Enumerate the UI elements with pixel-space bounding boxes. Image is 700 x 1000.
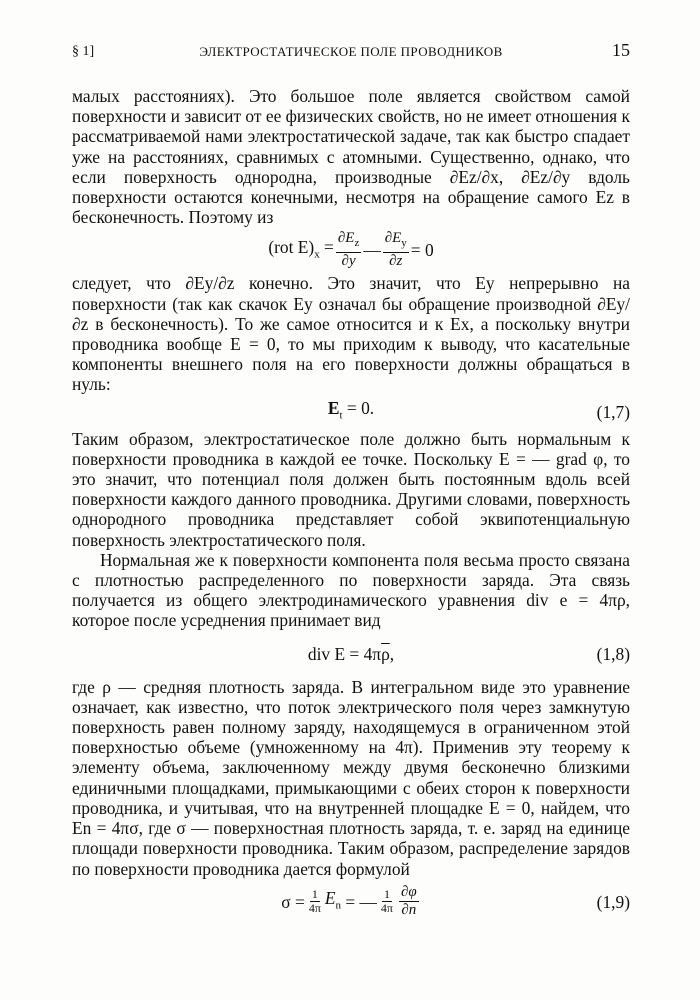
paragraph-4: Нормальная же к поверхности компонента поля весьма просто связана с плотностью распределенного по поверхности заряда. Эта связь получается из общего электродинамического уравнения div e = 4πρ, которое после усреднения принимает вид <box>72 549 630 631</box>
paragraph-2: следует, что ∂Ey/∂z конечно. Это значит, что Ey непрерывно на поверхности (так как скачок Ey означал бы обращение производной ∂Ey/∂z в бесконечность). То же самое относится и к Ex, а поскольку внутри проводника вообще E = 0, то мы приходим к выводу, что касательные компоненты внешнего поля на его поверхности должны обращаться в нуль: <box>72 273 630 395</box>
page-body <box>72 86 630 925</box>
equation-rot-e <box>72 227 630 273</box>
eq4-frac-1-4pi: $\frac{1}{4\pi}$ <box>308 887 321 916</box>
eq4-frac-1-4pi-2: $\frac{1}{4\pi}$ <box>380 887 393 916</box>
eq4-frac-dphi-dn: $\frac{\partial\varphi}{\partial n}$ <box>400 884 417 919</box>
eq1-minus: — <box>363 240 381 261</box>
eq2-expr: $E_t = 0$. <box>327 397 375 422</box>
eq3-expr: div $E = 4\pi\overline{\rho}$, <box>307 643 395 664</box>
paragraph-3: Таким образом, электростатическое поле должно быть нормальным к поверхности проводника в каждой ее точке. Поскольку E = — grad φ, то это значит, что потенциал поля должен быть постоянным вдоль всей поверхности каждого данного проводника. Другими словами, поверхность однородного проводника представляет собой эквипотенциальную поверхность электростатического поля. <box>72 428 630 550</box>
eq4-en: $E_n$ <box>324 887 342 912</box>
equation-number-1-7: (1,7) <box>596 401 630 422</box>
eq4-lhs: σ = <box>281 891 305 912</box>
paragraph-1: малых расстояниях). Это большое поле является свойством самой поверхности и зависит от ее физических свойств, но не имеет отношения к рассматриваемой нами электростатической задаче, так как быстро спадает уже на расстояниях, сравнимых с атомными. Существенно, однако, что если поверхность однородна, производные ∂Ez/∂x, ∂Ez/∂y вдоль поверхности остаются конечными, несмотря на обращение самого Ez в бесконечность. Поэтому из <box>72 86 630 228</box>
equation-1-7 <box>72 395 630 429</box>
paragraph-5: где ρ — средняя плотность заряда. В интегральном виде это уравнение означает, как известно, что поток электрического поля через замкнутую поверхность равен полному заряду, находящемуся в ограниченном этой поверхностью объеме (умноженному на 4π). Применив эту теорему к элементу объема, заключенному между двумя бесконечно близкими единичными площадками, примыкающими с обеих сторон к поверхности проводника, и учитывая, что на внутренней площадке E = 0, найдем, что En = 4πσ, где σ — поверхностная плотность заряда, т. е. заряд на единице площади поверхности проводника. Таким образом, распределение зарядов по поверхности проводника дается формулой <box>72 676 630 879</box>
eq1-frac-dez-dy: $\frac{\partial E_z}{\partial y}$ <box>337 230 360 270</box>
equation-number-1-9: (1,9) <box>596 891 630 912</box>
equation-1-9 <box>72 879 630 925</box>
equation-1-8 <box>72 631 630 677</box>
equation-number-1-8: (1,8) <box>596 643 630 664</box>
eq1-lhs: (rot $E)_x$ = <box>268 236 334 261</box>
eq1-rhs: = 0 <box>410 240 434 261</box>
eq1-frac-dey-dz: $\frac{\partial E_y}{\partial z}$ <box>384 230 407 270</box>
section-marker: § 1] <box>72 44 95 59</box>
running-title: ЭЛЕКТРОСТАТИЧЕСКОЕ ПОЛЕ ПРОВОДНИКОВ <box>199 44 503 59</box>
running-header <box>72 40 630 66</box>
eq4-eq-minus: = — <box>345 891 377 912</box>
page-number: 15 <box>612 40 630 60</box>
